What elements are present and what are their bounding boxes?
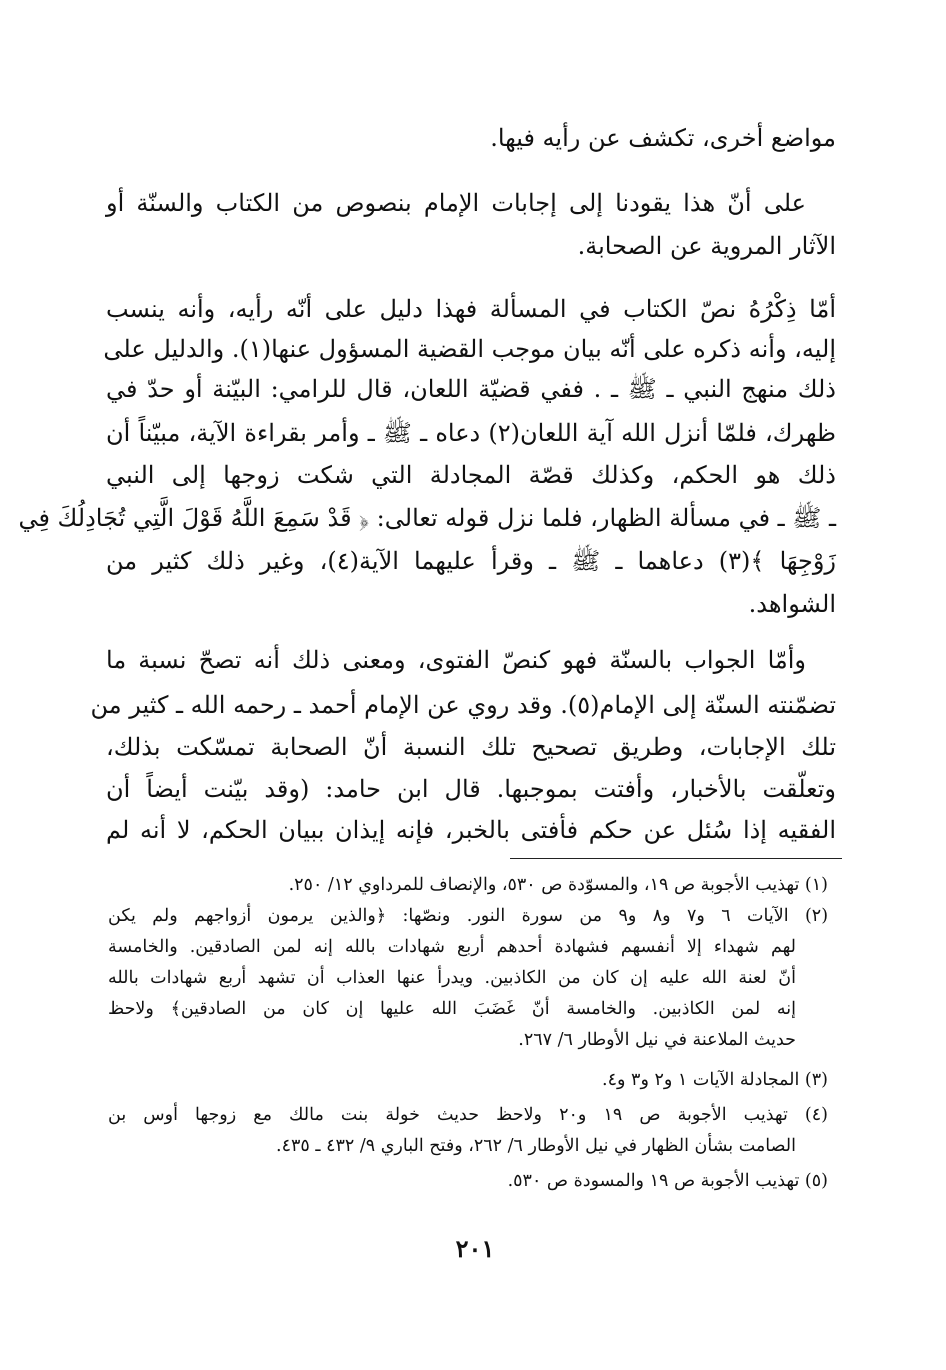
footnote-2-line: لهم شهداء إلا أنفسهم فشهادة أحدهم أربع شهادات بالله إنه لمن الصادقين. والخامسة xyxy=(108,937,796,957)
text-line: الآثار المروية عن الصحابة. xyxy=(577,232,836,260)
text-line: ـ ﷺ ـ في مسألة الظهار، فلما نزل قوله تعالى: ﴿ قَدْ سَمِعَ اللَّهُ قَوْلَ الَّتِي تُجَادِلُكَ فِي xyxy=(18,504,836,532)
text-line: ذلك هو الحكم، وكذلك قصّة المجادلة التي شكت زوجها إلى النبي xyxy=(106,461,836,489)
text-line: ذلك منهج النبي ـ ﷺ ـ . ففي قضيّة اللعان، قال للرامي: البيّنة أو حدّ في xyxy=(106,375,836,403)
footnote-4-line: الصامت بشأن الظهار في نيل الأوطار ٦/ ٢٦٢، وفتح الباري ٩/ ٤٣٢ ـ ٤٣٥. xyxy=(276,1136,796,1156)
footnote-separator xyxy=(510,858,842,859)
footnote-2: (٢) الآيات ٦ و٧ و٨ و٩ من سورة النور. ونصّها: ﴿والذين يرمون أزواجهم ولم يكن xyxy=(108,906,829,926)
page-number: ٢٠١ xyxy=(455,1234,495,1263)
text-line: وتعلّقت بالأخبار، وأفتت بموجبها. قال ابن حامد: (وقد بيّنت أيضاً أن xyxy=(106,775,836,803)
text-line: على أنّ هذا يقودنا إلى إجابات الإمام بنصوص من الكتاب والسنّة أو xyxy=(106,189,806,217)
text-line: وأمّا الجواب بالسنّة فهو كنصّ الفتوى، ومعنى ذلك أنه تصحّ نسبة ما xyxy=(106,646,806,674)
footnote-3: (٣) المجادلة الآيات ١ و٢ و٣ و٤. xyxy=(602,1070,828,1090)
footnote-1: (١) تهذيب الأجوبة ص ١٩، والمسوّدة ص ٥٣٠، والإنصاف للمرداوي ١٢/ ٢٥٠. xyxy=(288,875,828,895)
footnote-2-line: أنّ لعنة الله عليه إن كان من الكاذبين. ويدرأ عنها العذاب أن تشهد أربع شهادات بالله xyxy=(108,968,796,988)
text-line: تلك الإجابات، وطريق تصحيح تلك النسبة أنّ الصحابة تمسّكت بذلك، xyxy=(106,733,836,761)
text-line: ظهرك، فلمّا أنزل الله آية اللعان(٢) دعاه ـ ﷺ ـ وأمر بقراءة الآية، مبيّناً أن xyxy=(106,419,836,447)
text-line: الشواهد. xyxy=(748,590,836,618)
footnote-2-line: إنه لمن الكاذبين. والخامسة أنّ غَضَبَ الله عليها إن كان من الصادقين﴾ ولاحظ xyxy=(108,999,796,1019)
text-line: الفقيه إذا سُئل عن حكم فأفتى بالخبر، فإنه إيذان ببيان الحكم، لا أنه لم xyxy=(106,816,836,844)
text-line: مواضع أخرى، تكشف عن رأيه فيها. xyxy=(490,124,836,152)
text-line: أمّا ذِكْرُهُ نصّ الكتاب في المسألة فهذا دليل على أنّه رأيه، وأنه ينسب xyxy=(106,295,836,323)
footnote-5: (٥) تهذيب الأجوبة ص ١٩ والمسودة ص ٥٣٠. xyxy=(507,1171,828,1191)
text-line: زَوْجِهَا ﴾(٣) دعاهما ـ ﷺ ـ وقرأ عليهما الآية(٤)، وغير ذلك كثير من xyxy=(106,547,836,575)
footnote-4: (٤) تهذيب الأجوبة ص ١٩ و٢٠ ولاحظ حديث خولة بنت مالك مع زوجها أوس بن xyxy=(108,1105,828,1125)
text-line: تضمّنته السنّة إلى الإمام(٥). وقد روي عن الإمام أحمد ـ رحمه الله ـ كثير من xyxy=(90,691,836,719)
footnote-2-line: حديث الملاعنة في نيل الأوطار ٦/ ٢٦٧. xyxy=(518,1030,796,1050)
text-line: إليه، وأنه ذكره على أنّه بيان موجب القضية المسؤول عنها(١). والدليل على xyxy=(103,335,836,363)
